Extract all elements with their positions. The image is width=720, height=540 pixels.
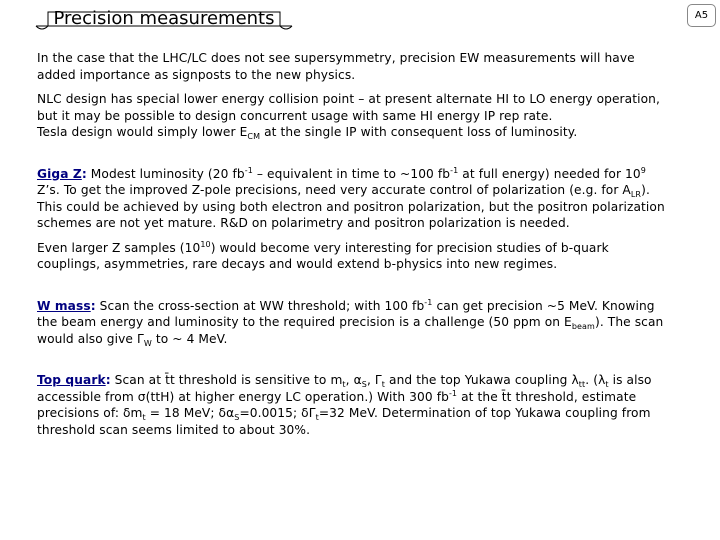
intro-paragraph: In the case that the LHC/LC does not see supersymmetry, precision EW measurements will have added importance as signposts to the new physics.: [37, 51, 635, 82]
top-quark-heading: Top quark: [37, 373, 106, 387]
page-title: Precision measurements: [53, 8, 275, 29]
w-mass-heading: W mass: [37, 298, 91, 313]
giga-z-heading: Giga Z: [37, 166, 82, 181]
giga-z-paragraph: Giga Z: Modest luminosity (20 $fb^{-1}$ – equivalent in time to ~100 $fb^{-1}$ at full energy) needed for $10^9$ Z’s. To get the improved Z-pole precisions, need very accurate control of polarization (e.g. for $A_{LR}$). This could be achieved by using both electron and positron polarization, but the positron polarization schemes are not yet mature. R&D on polarimetry and positron polarization is needed.: [37, 165, 665, 230]
slide-number-badge: A5: [687, 4, 716, 27]
top-quark-paragraph: Top quark: Scan at t̄t threshold is sensitive to $m_t$, $\alpha_S$, $\Gamma_t$ and the top Yukawa coupling $\lambda_{tt}$. ($\lambda_t$ is also accessible from σ(ttH) at higher energy LC operation.) With 300 $fb^{-1}$ at the t̄t threshold, estimate precisions of: $\delta m_t = 18$ MeV; $\delta\alpha_S=0.0015$; $\delta\Gamma_t=32$ MeV. Determination of top Yukawa coupling from threshold scan seems limited to about 30%.: [37, 373, 652, 437]
larger-z-paragraph: Even larger Z samples $(10^{10})$ would become very interesting for precision studies of b-quark couplings, asymmetries, rare decays and would extend b-physics into new regimes.: [37, 239, 609, 271]
title-box: [30, 4, 298, 34]
slide-content: [37, 50, 669, 438]
w-mass-paragraph: W mass: Scan the cross-section at WW threshold; with 100 $fb^{-1}$ can get precision ~5 MeV. Knowing the beam energy and luminosity to the required precision is a challenge (50 ppm on $E_{beam}$). The scan would also give $\Gamma_W$ to ~ 4 MeV.: [37, 297, 664, 348]
nlc-tesla-paragraph: NLC design has special lower energy collision point – at present alternate HI to LO energy operation, but it may be possible to design concurrent usage with same HI energy IP rep rate. Tesla design would simply lower $E_{CM}$ at the single IP with consequent loss of luminosity.: [37, 92, 660, 141]
